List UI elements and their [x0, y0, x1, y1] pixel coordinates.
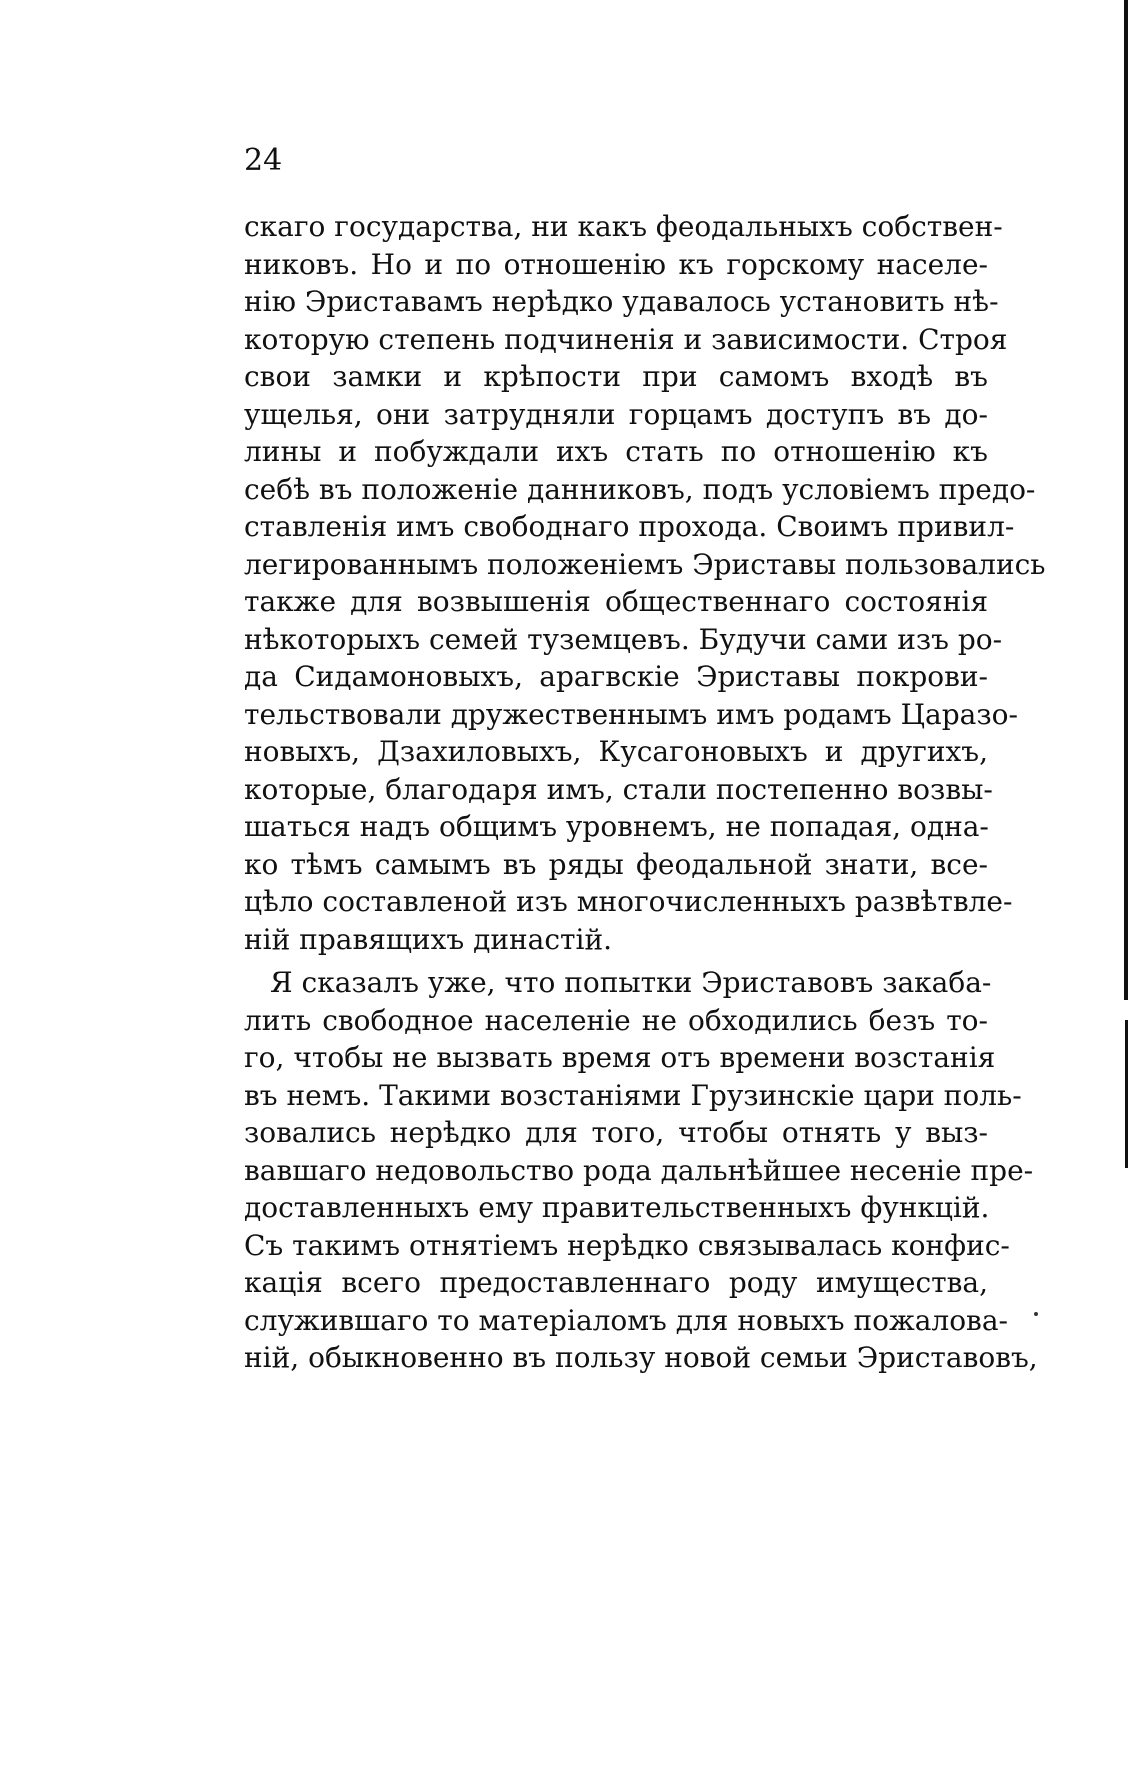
text-line: себѣ въ положеніе данниковъ, подъ условіемъ предо- — [244, 472, 1036, 506]
page-edge-rule — [1124, 0, 1128, 1000]
text-line: лить свободное населеніе не обходились безъ то- — [244, 1003, 988, 1037]
text-line: го, чтобы не вызвать время отъ времени возстанія — [244, 1041, 996, 1074]
text-line: да Сидамоновыхъ, арагвскіе Эриставы покрови- — [244, 660, 988, 693]
text-line: ущелья, они затрудняли горцамъ доступъ въ до- — [244, 397, 988, 431]
text-line: которые, благодаря имъ, стали постепенно возвы- — [244, 772, 993, 806]
text-line: Я сказалъ уже, что попытки Эриставовъ закаба- — [270, 966, 992, 999]
text-line: кація всего предоставленнаго роду имущества, — [244, 1266, 988, 1299]
text-line: свои замки и крѣпости при самомъ входѣ въ — [244, 360, 988, 393]
text-line: доставленныхъ ему правительственныхъ функцій. — [244, 1191, 990, 1224]
text-line: шаться надъ общимъ уровнемъ, не попадая, одна- — [244, 810, 989, 843]
page-number: 24 — [244, 143, 283, 178]
text-line: зовались нерѣдко для того, чтобы отнять у выз- — [244, 1116, 988, 1149]
text-line: также для возвышенія общественнаго состоянія — [244, 585, 988, 618]
body-text — [244, 208, 1046, 1377]
text-line: служившаго то матеріаломъ для новыхъ пожалова- — [244, 1303, 1008, 1337]
text-line: легированнымъ положеніемъ Эриставы пользовались — [244, 547, 1046, 581]
text-line: тельствовали дружественнымъ имъ родамъ Царазо- — [244, 697, 1018, 731]
text-line: вавшаго недовольство рода дальнѣйшее несеніе пре- — [244, 1153, 1034, 1187]
text-line: которую степень подчиненія и зависимости. Строя — [244, 322, 1008, 356]
text-line: ставленія имъ свободнаго прохода. Своимъ привил- — [244, 510, 1015, 543]
text-line: нѣкоторыхъ семей туземцевъ. Будучи сами изъ ро- — [244, 622, 1003, 656]
paragraph-1 — [244, 208, 1046, 958]
text-line: ній правящихъ династій. — [244, 922, 613, 956]
text-line: нію Эриставамъ нерѣдко удавалось установить нѣ- — [244, 285, 999, 318]
scan-speck — [1034, 1312, 1038, 1316]
page-edge-rule — [1125, 1020, 1128, 1168]
text-line: Съ такимъ отнятіемъ нерѣдко связывалась конфис- — [244, 1228, 1010, 1262]
text-line: ній, обыкновенно въ пользу новой семьи Эриставовъ, — [244, 1341, 1038, 1374]
text-line: ко тѣмъ самымъ въ ряды феодальной знати, все- — [244, 847, 988, 881]
text-line: лины и побуждали ихъ стать по отношенію къ — [244, 435, 988, 468]
text-line: скаго государства, ни какъ феодальныхъ собствен- — [244, 210, 1003, 243]
paragraph-2 — [244, 964, 1038, 1377]
text-line: цѣло составленой изъ многочисленныхъ развѣтвле- — [244, 885, 1013, 918]
text-line: новыхъ, Дзахиловыхъ, Кусагоновыхъ и другихъ, — [244, 735, 988, 768]
text-line: никовъ. Но и по отношенію къ горскому населе- — [244, 247, 988, 281]
text-line: въ немъ. Такими возстаніями Грузинскіе цари поль- — [244, 1078, 1022, 1112]
